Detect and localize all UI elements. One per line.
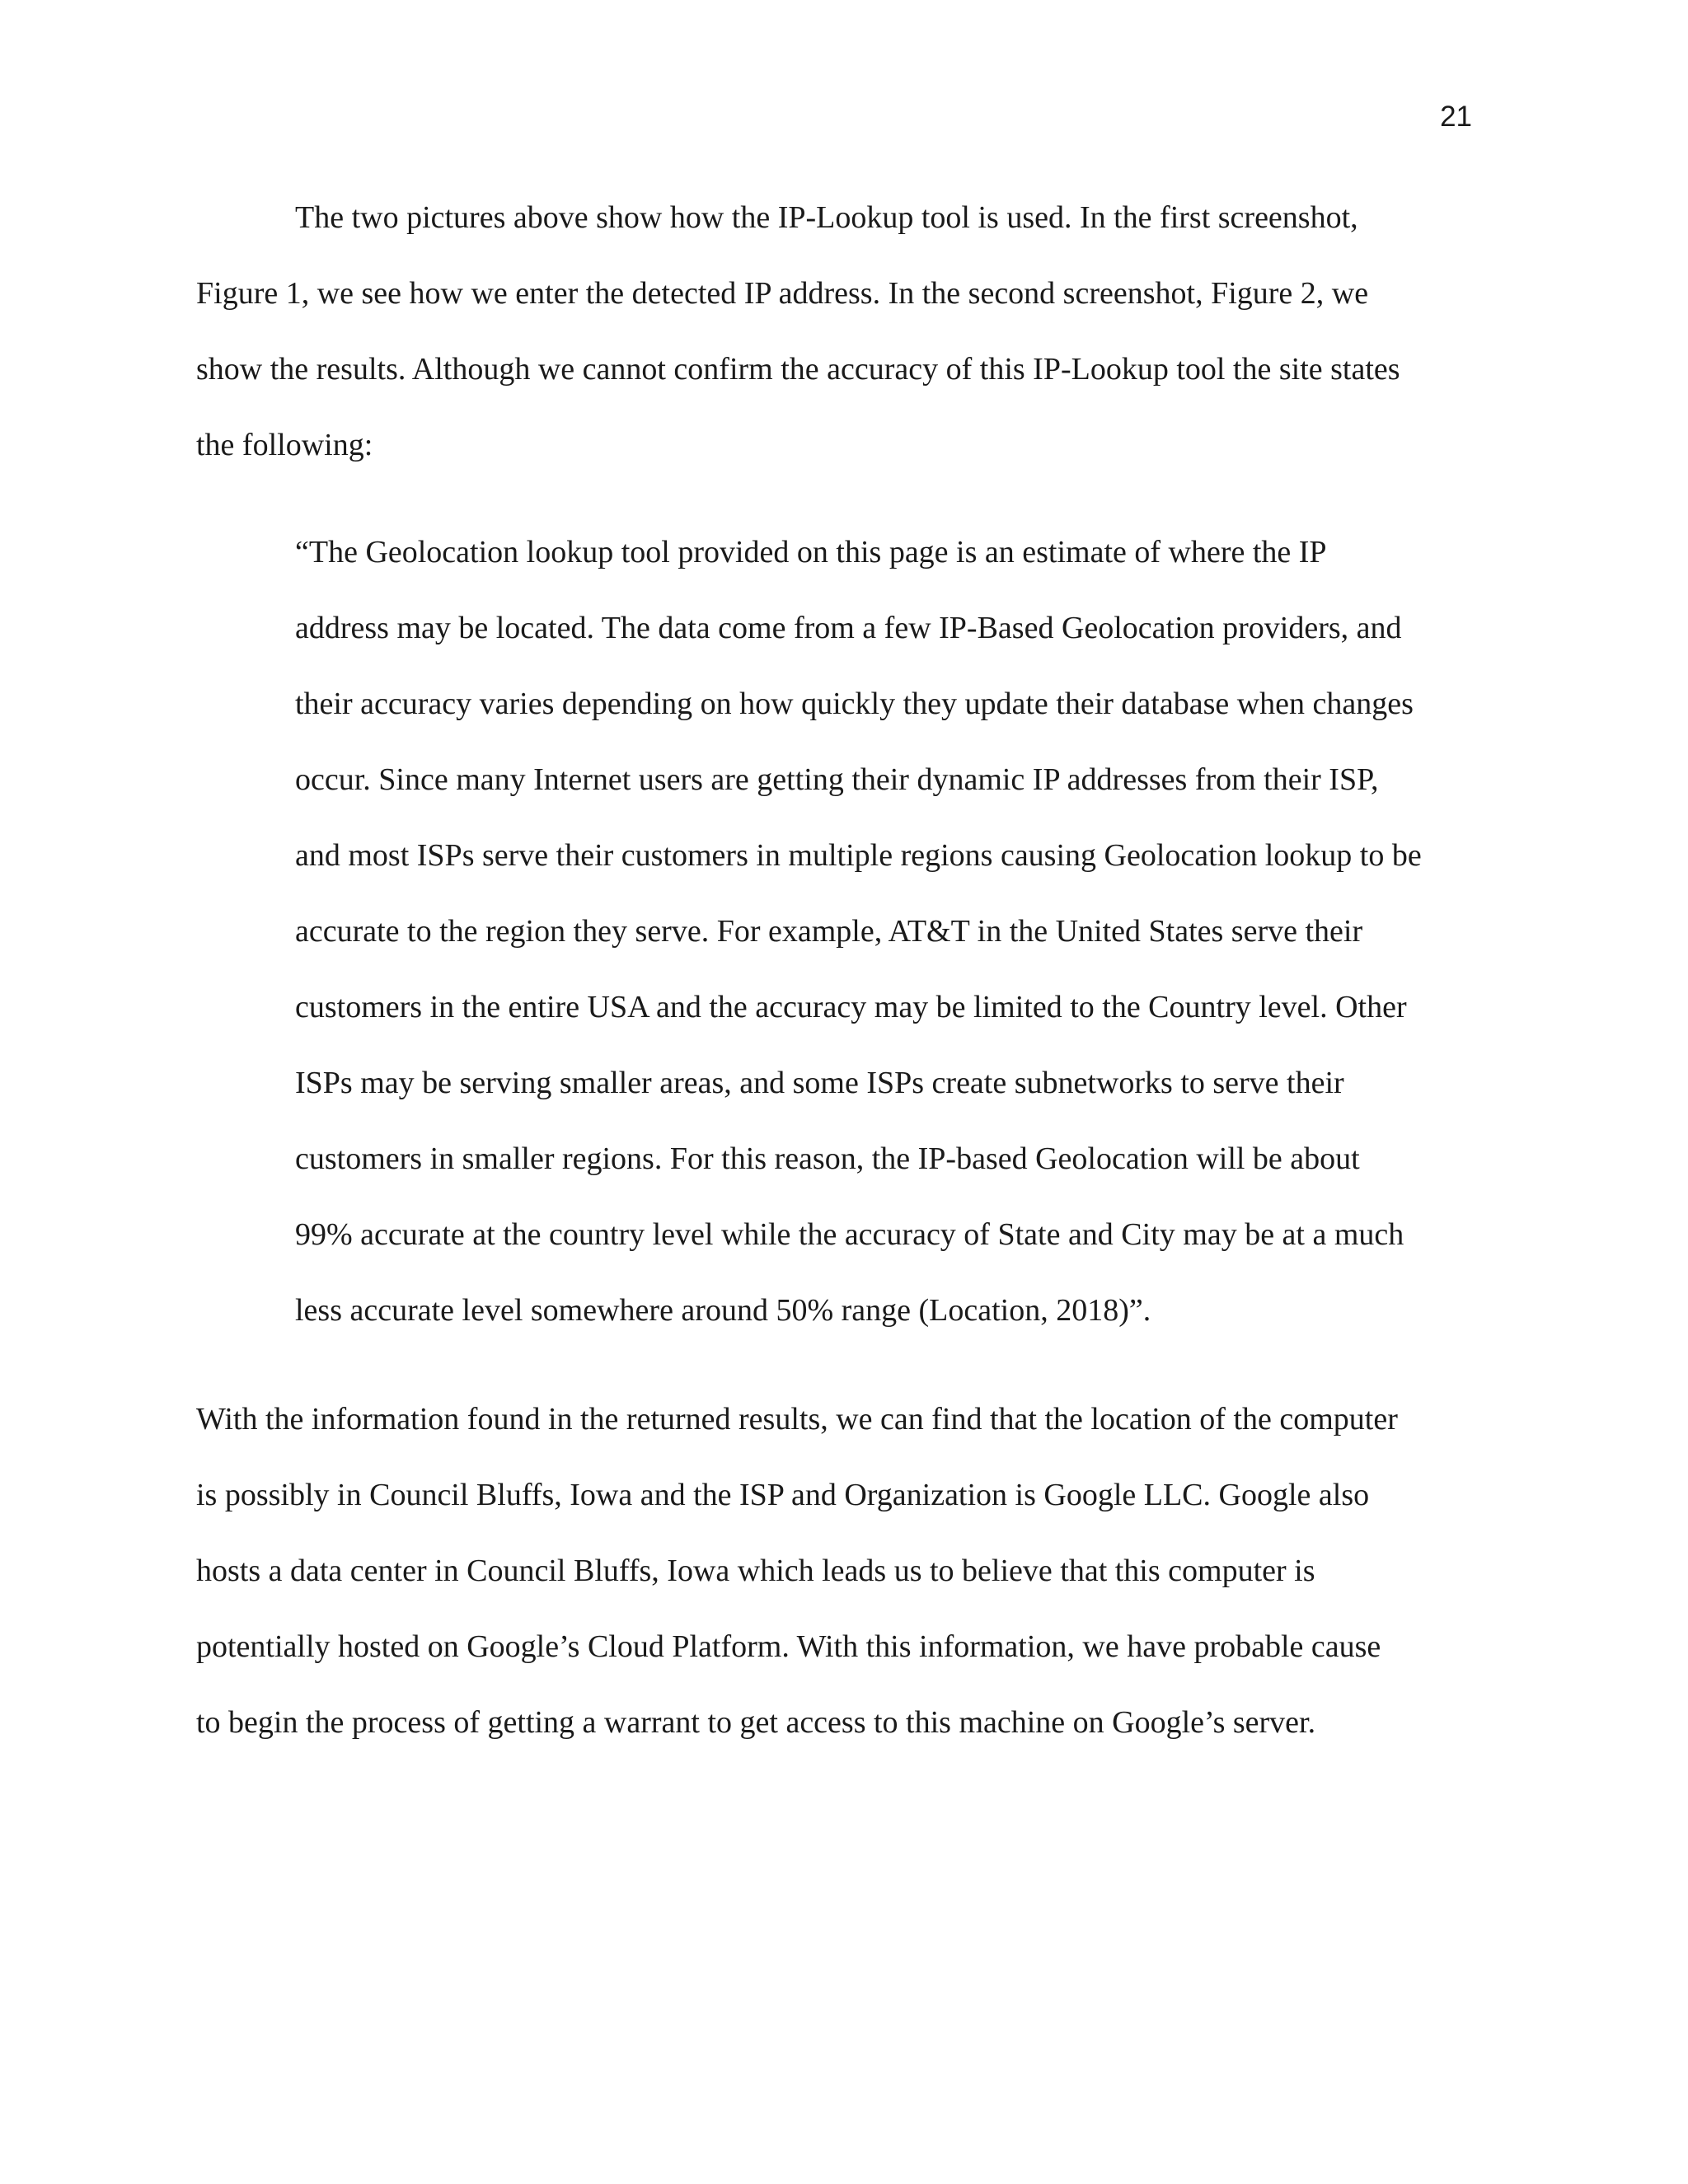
quote-line-8: ISPs may be serving smaller areas, and some ISPs create subnetworks to serve their <box>295 1066 1344 1100</box>
quote-line-11: less accurate level somewhere around 50% range (Location, 2018)”. <box>295 1293 1151 1328</box>
quote-line-9: customers in smaller regions. For this reason, the IP-based Geolocation will be about <box>295 1141 1360 1176</box>
quote-line-10: 99% accurate at the country level while the accuracy of State and City may be at a much <box>295 1217 1404 1252</box>
paragraph-2-line-3: hosts a data center in Council Bluffs, Iowa which leads us to believe that this computer is <box>196 1554 1315 1588</box>
paragraph-1-line-1: The two pictures above show how the IP-Lookup tool is used. In the first screenshot, <box>295 200 1358 235</box>
quote-line-4: occur. Since many Internet users are getting their dynamic IP addresses from their ISP, <box>295 762 1379 797</box>
paragraph-2-line-5: to begin the process of getting a warrant to get access to this machine on Google’s server. <box>196 1705 1316 1740</box>
paragraph-2-line-1: With the information found in the returned results, we can find that the location of the computer <box>196 1402 1398 1436</box>
paragraph-1-line-2: Figure 1, we see how we enter the detected IP address. In the second screenshot, Figure 2, we <box>196 276 1369 311</box>
quote-line-3: their accuracy varies depending on how quickly they update their database when changes <box>295 687 1414 721</box>
quote-line-7: customers in the entire USA and the accuracy may be limited to the Country level. Other <box>295 990 1407 1024</box>
page-number: 21 <box>1440 101 1472 133</box>
paragraph-1-line-3: show the results. Although we cannot confirm the accuracy of this IP-Lookup tool the site states <box>196 352 1400 387</box>
quote-line-2: address may be located. The data come from a few IP-Based Geolocation providers, and <box>295 611 1402 645</box>
quote-line-5: and most ISPs serve their customers in multiple regions causing Geolocation lookup to be <box>295 838 1422 873</box>
quote-line-1: “The Geolocation lookup tool provided on this page is an estimate of where the IP <box>295 535 1327 569</box>
quote-line-6: accurate to the region they serve. For example, AT&T in the United States serve their <box>295 914 1363 949</box>
paragraph-2-line-4: potentially hosted on Google’s Cloud Platform. With this information, we have probable cause <box>196 1629 1381 1664</box>
paragraph-1-line-4: the following: <box>196 428 373 462</box>
paragraph-2-line-2: is possibly in Council Bluffs, Iowa and the ISP and Organization is Google LLC. Google also <box>196 1478 1370 1512</box>
